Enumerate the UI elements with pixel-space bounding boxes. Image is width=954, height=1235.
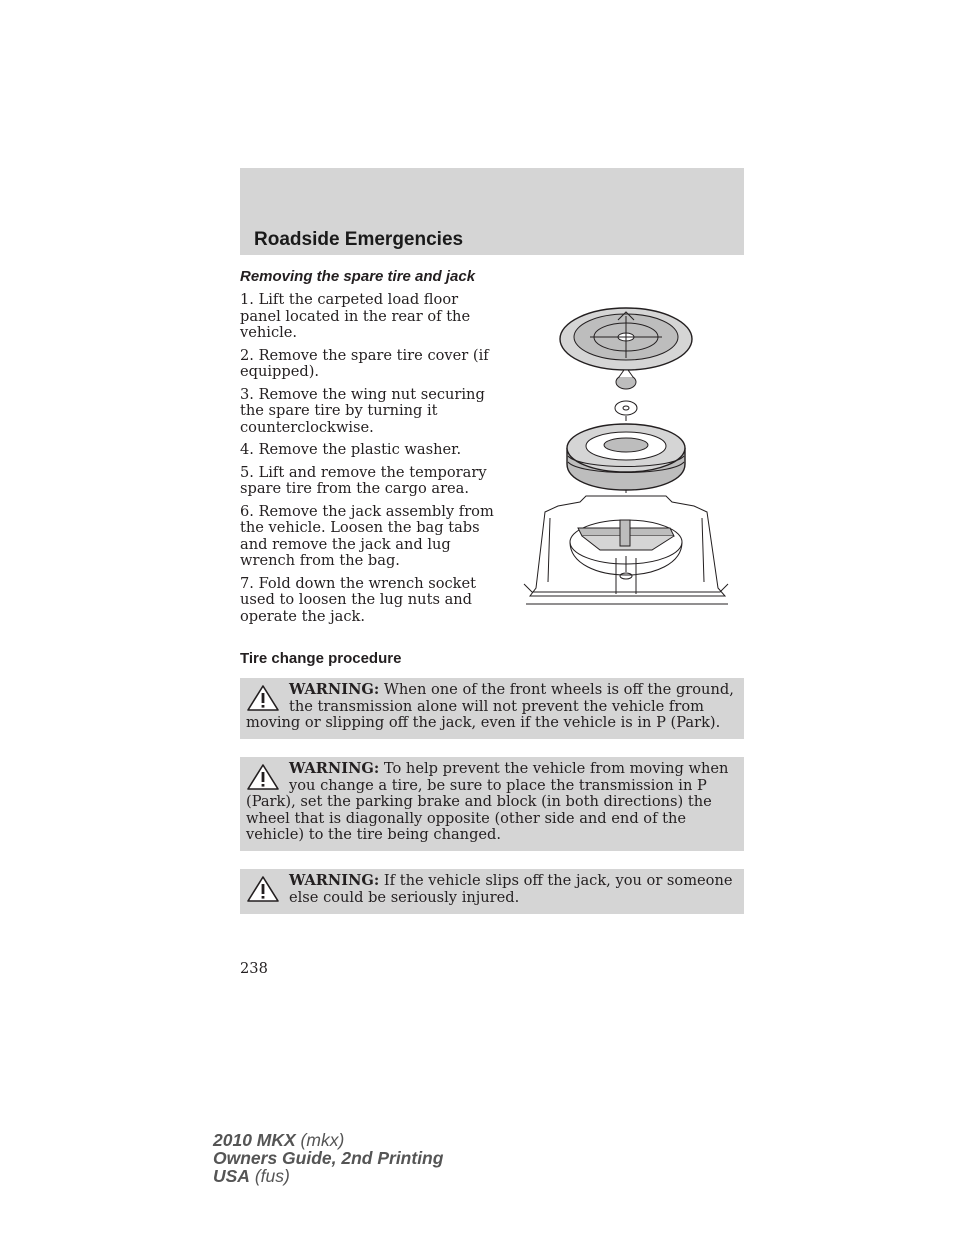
footer: [213, 1131, 443, 1185]
step-item: 2. Remove the spare tire cover (if equipped).: [240, 346, 489, 380]
footer-line-model: [213, 1131, 443, 1149]
warning-body: When one of the front wheels is off the ground, the transmission alone will not prevent the vehicle from moving or slipping off the jack, even if the vehicle is in P (Park).: [246, 681, 734, 731]
warning-box: [240, 757, 744, 851]
footer-model: 2010 MKX: [213, 1130, 296, 1150]
warning-body: If the vehicle slips off the jack, you or someone else could be seriously injured.: [289, 872, 733, 906]
step-list: [240, 292, 498, 631]
step-item: 5. Lift and remove the temporary spare tire from the cargo area.: [240, 463, 487, 497]
warning-box: [240, 869, 744, 914]
step-item: 6. Remove the jack assembly from the vehicle. Loosen the bag tabs and remove the jack and lug wrench from the bag.: [240, 502, 494, 569]
warning-text: [246, 761, 736, 844]
warning-box: [240, 678, 744, 739]
subsection-title: Removing the spare tire and jack: [240, 268, 476, 285]
step-item: 7. Fold down the wrench socket used to loosen the lug nuts and operate the jack.: [240, 574, 477, 625]
warning-triangle-icon: [246, 763, 280, 791]
warning-label: WARNING:: [289, 872, 380, 889]
section-header-band: [240, 168, 744, 255]
warning-label: WARNING:: [289, 681, 380, 698]
warning-triangle-icon: [246, 875, 280, 903]
step-item: 3. Remove the wing nut securing the spare tire by turning it counterclockwise.: [240, 385, 485, 436]
warning-text: [246, 682, 736, 732]
warning-text: [246, 873, 736, 906]
footer-line-region: [213, 1167, 443, 1185]
warning-label: WARNING:: [289, 760, 380, 777]
page-number: 238: [240, 960, 268, 977]
footer-region: USA: [213, 1166, 250, 1186]
step-item: 1. Lift the carpeted load floor panel located in the rear of the vehicle.: [240, 291, 471, 341]
footer-region-code: (fus): [249, 1166, 290, 1186]
step-item: 4. Remove the plastic washer.: [240, 441, 462, 458]
warning-triangle-icon: [246, 684, 280, 712]
procedure-title: Tire change procedure: [240, 650, 402, 667]
warning-body: To help prevent the vehicle from moving when you change a tire, be sure to place the transmission in P (Park), set the parking brake and block (in both directions) the wheel that is diagonally opposite (other side and end of the vehicle) to the tire being changed.: [246, 760, 729, 843]
footer-model-code: (mkx): [295, 1130, 345, 1150]
section-header-title: Roadside Emergencies: [254, 229, 464, 250]
footer-guide: Owners Guide, 2nd Printing: [213, 1148, 444, 1168]
spare-tire-illustration: [520, 306, 732, 628]
